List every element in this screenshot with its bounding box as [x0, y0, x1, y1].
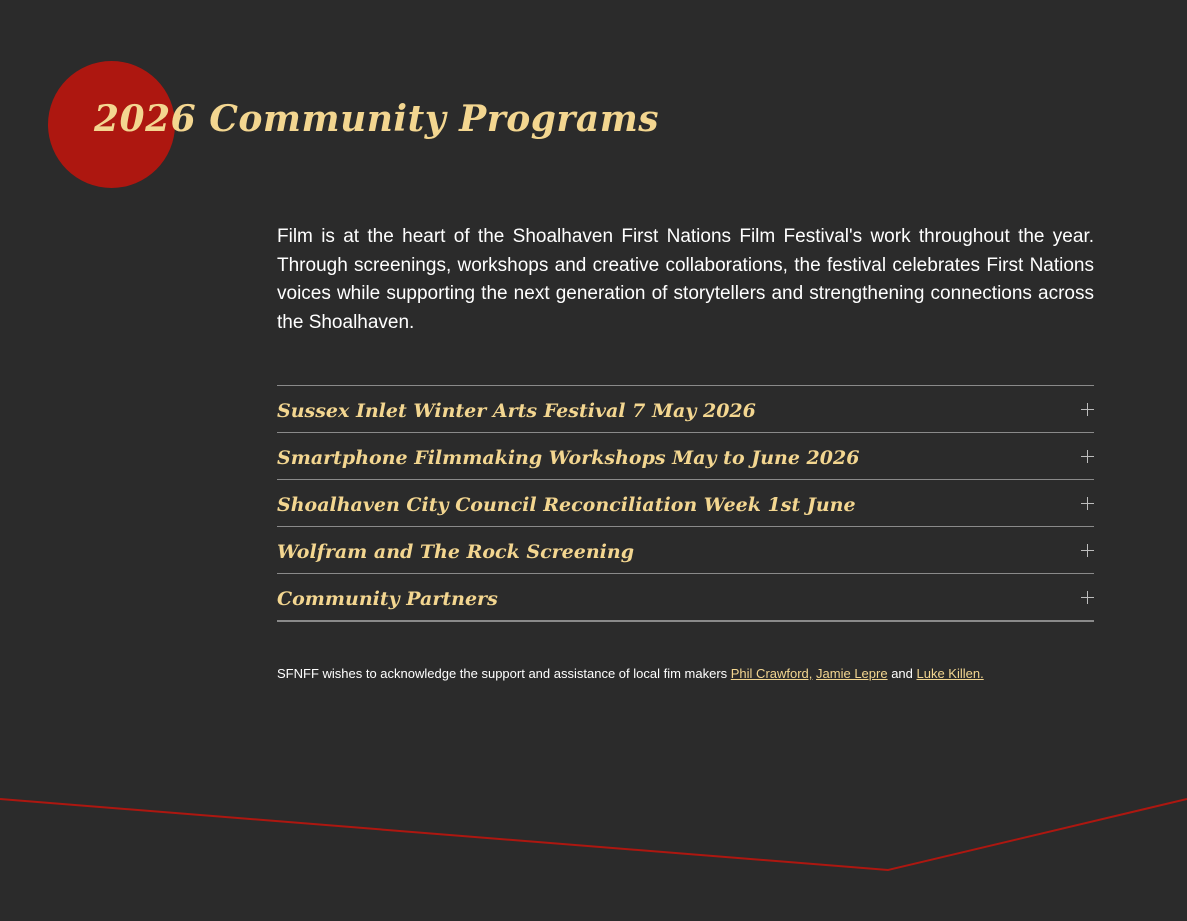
plus-icon[interactable] [1081, 450, 1094, 463]
acknowledgement-prefix: SFNFF wishes to acknowledge the support and assistance of local fim makers [277, 666, 731, 681]
accordion-item-sussex-inlet[interactable] [277, 386, 1094, 433]
link-phil-crawford[interactable]: Phil Crawford, [730, 666, 813, 681]
accordion-item-community-partners[interactable] [277, 574, 1094, 622]
accordion-item-label: Sussex Inlet Winter Arts Festival 7 May 2026 [277, 400, 756, 422]
link-luke-killen[interactable]: Luke Killen. [916, 666, 984, 681]
accordion-item-wolfram-screening[interactable] [277, 527, 1094, 574]
plus-icon[interactable] [1081, 497, 1094, 510]
decorative-red-line [0, 780, 1187, 880]
acknowledgement-and: and [887, 666, 917, 681]
accordion-item-label: Community Partners [277, 588, 498, 610]
plus-icon[interactable] [1081, 544, 1094, 557]
accordion-item-label: Shoalhaven City Council Reconciliation Week 1st June [277, 494, 856, 516]
intro-paragraph: Film is at the heart of the Shoalhaven First Nations Film Festival's work throughout the year. Through screenings, workshops and creative collaborations, the festival celebrates First Nations voices while supporting the next generation of storytellers and strengthening connections across the Shoalhaven. [277, 226, 1094, 333]
accordion-item-label: Wolfram and The Rock Screening [277, 541, 634, 563]
acknowledgement-text [277, 665, 984, 683]
link-jamie-lepre[interactable]: Jamie Lepre [816, 666, 888, 681]
plus-icon[interactable] [1081, 403, 1094, 416]
accordion-item-reconciliation-week[interactable] [277, 480, 1094, 527]
accordion-item-smartphone-workshops[interactable] [277, 433, 1094, 480]
accordion-item-label: Smartphone Filmmaking Workshops May to June 2026 [277, 447, 860, 469]
plus-icon[interactable] [1081, 591, 1094, 604]
page-title: 2026 Community Programs [94, 98, 660, 140]
programs-accordion [277, 385, 1094, 622]
